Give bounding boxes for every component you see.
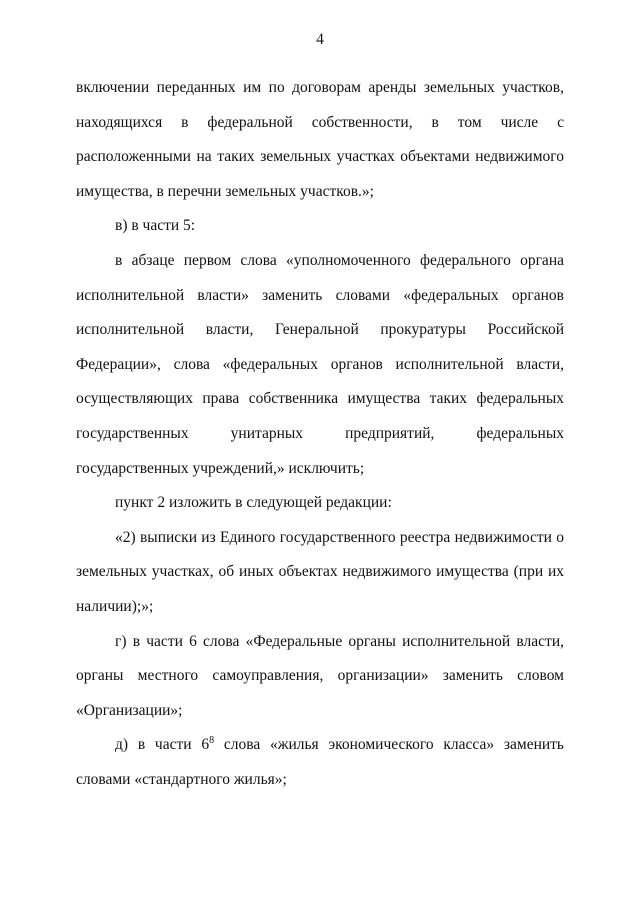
paragraph-first-subparagraph: в абзаце первом слова «уполномоченного федерального органа исполнительной власти» заменить словами «федеральных органов исполнительной власти, Генеральной прокуратуры Российской Федерации», слова «федеральных органов исполнительной власти, осуществляющих права собственника имущества таких федеральных государственных унитарных предприятий, федеральных государственных учреждений,» исключить; (76, 251, 564, 477)
document-body (76, 71, 564, 797)
paragraph-item-g: г) в части 6 слова «Федеральные органы исполнительной власти, органы местного самоуправления, организации» заменить словом «Организации»; (76, 632, 564, 719)
paragraph-continuation: включении переданных им по договорам аренды земельных участков, находящихся в федеральной собственности, в том числе с расположенными на таких земельных участках объектами недвижимого имущества, в перечни земельных участков.»; (76, 79, 564, 200)
paragraph-item-d-end: слова «жилья экономического класса» заменить словами «стандартного жилья»; (76, 736, 565, 788)
paragraph-item-v: в) в части 5: (115, 217, 196, 235)
page-number: 4 (316, 31, 324, 48)
paragraph-item-d (76, 728, 564, 797)
paragraph-item-d-superscript: 8 (209, 735, 215, 747)
paragraph-point-2-text: «2) выписки из Единого государственного реестра недвижимости о земельных участках, об иных объектах недвижимого имущества (при их наличии);»; (76, 528, 564, 615)
paragraph-item-d-start: д) в части 6 (115, 736, 210, 754)
paragraph-point-2: пункт 2 изложить в следующей редакции: (115, 494, 392, 512)
